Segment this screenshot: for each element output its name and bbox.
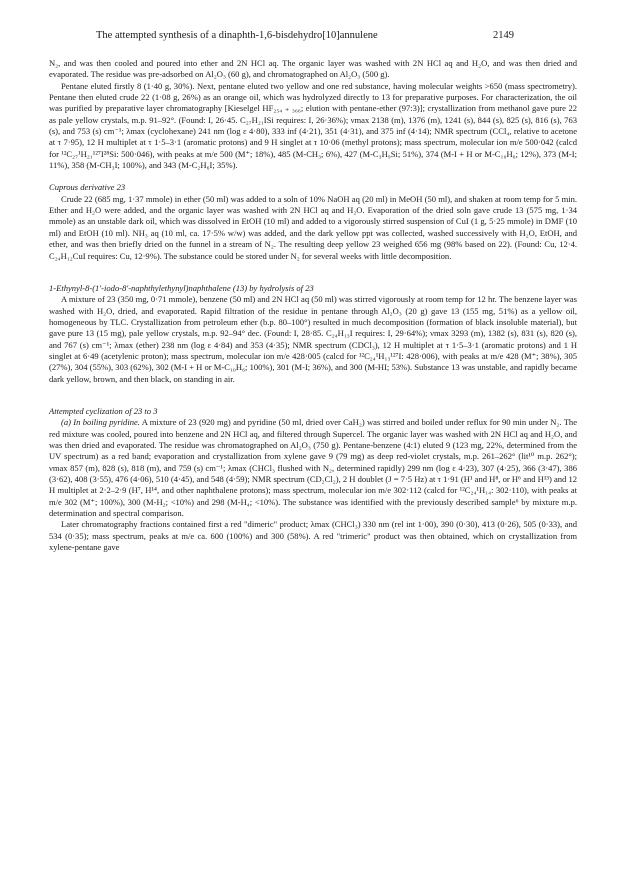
paragraph-boiling-pyridine — [49, 417, 577, 519]
subheading-boiling-pyridine: (a) In boiling pyridine. — [61, 417, 140, 428]
paragraph-cuprous-derivative: Crude 22 (685 mg, 1·37 mmole) in ether (50 ml) was added to a soln of 10% NaOH aq (20 ml) in MeOH (50 ml), and shaken at room temp for 5 min. Ether and H₂O were added, and the organic layer was washed with 2N HCl aq and H₂O. Evaporation of the dried soln gave crude 13 (575 mg, 1·34 mmole) as an unstable dark oil, which was dissolved in EtOH (10 ml) and added to a vigorously stirred suspension of CuI (1 g, 5·25 mmole) in DMF (10 ml) and EtOH (10 ml). NH₃ aq (10 ml, ca. 17·5% w/w) was added, and the dark yellow ppt was collected, washed successively with H₂O, EtOH, and ether, and was then briefly dried on the funnel in a stream of N₂. The resulting deep yellow 23 weighed 656 mg (98% based on 22). (Found: Cu, 12·4. C₂₄H₁₂CuI requires: Cu, 12·9%). The substance could be stored under N₂ for several weeks with little decomposition. — [49, 193, 577, 261]
section-heading-cuprous-derivative: Cuprous derivative 23 — [49, 182, 126, 193]
paragraph-pentane-elution: Pentane eluted firstly 8 (1·40 g, 30%). Next, pentane eluted two yellow and one red substance, having molecular weights >650 (mass spectrometry). Pentane then eluted crude 22 (1·08 g, 26%) as an orange oil, which was hydrolyzed directly to 13 for preparative purposes. For characterization, the oil was purified by preparative layer chromatography [Kieselgel HF₂₅₄ ₊ ₃₆₆; elution with pentane-ether (97:3)]; crystallization from methanol gave pure 22 as pale yellow crystals, m.p. 91–92°. (Found: I, 26·45. C₂₇H₂₁ISi requires: I, 26·36%); νmax 2138 (m), 1376 (m), 1241 (s), 844 (s), 825 (s), 816 (s), 763 (s), and 753 (s) cm⁻¹; λmax (cyclohexane) 241 nm (log ε 4·80), 333 inf (4·21), 351 (4·31), and 375 inf (4·14); NMR spectrum (CCl₄, relative to acetone at τ 7·95), 12 H multiplet at τ 1·5–3·1 (aromatic protons) and 9 H singlet at τ 10·06 (methyl protons); mass spectrum, molecular ion m/e 500·042 (calcd for ¹²C₂₇¹H₂₁¹²⁷I²⁸Si: 500·046), with peaks at m/e 500 (M⁺; 18%), 485 (M-CH₃; 6%), 427 (M-C₃H₉Si; 51%), 374 (M-I + H or M-C₁₀H₆; 12%), 373 (M-I; 11%), 358 (M-CH₃I; 100%), and 343 (M-C₂H₆I; 35%). — [49, 80, 577, 171]
section-heading-ethynyl-hydrolysis: 1-Ethynyl-8-(1′-iodo-8′-naphthylethynyl)naphthalene (13) by hydrolysis of 23 — [49, 282, 314, 293]
body-text — [49, 58, 577, 553]
paragraph-boiling-pyridine-text: A mixture of 23 (920 mg) and pyridine (50 ml, dried over CaH₂) was stirred and boiled under reflux for 90 min under N₂. The red mixture was cooled, poured into benzene and 2N HCl aq, and filtered through Supercel. The organic layer was washed with 2N HCl aq and H₂O, and was then dried and evaporated. The residue was chromatographed on Al₂O₃ (750 g). Pentane-benzene (4:1) eluted 9 (123 mg, 22%, determined from the UV spectrum) as a red band; evaporation and crystallization from xylene gave 9 (79 mg) as deep red-violet crystals, m.p. 261–262° (lit¹⁰ m.p. 262°); νmax 857 (m), 828 (s), 818 (m), and 759 (s) cm⁻¹; λmax (CHCl₃ flushed with N₂, determined rapidly) 299 nm (log ε 4·23), 307 (4·25), 366 (3·47), 386 (3·62), 408 (3·55), 476 (4·06), 510 (4·45), and 548 (4·59); NMR spectrum (CD₂Cl₂), 2 H doublet (J = 7·5 Hz) at τ 1·91 (H¹ and H⁸, or H⁶ and H¹³) and 12 H multiplet at 2·2–2·9 (H⁷, H¹⁴, and other naphthalene protons); mass spectrum, molecular ion m/e 302·112 (calcd for ¹²C₂₄¹H₁₄: 302·110), with peaks at m/e 302 (M⁺; 100%), 300 (M-H₂; <10%) and 298 (M-H₄; <10%). The substance was identified with the previously described sample⁶ by mixture m.p. determination and spectral comparison. — [49, 417, 577, 519]
running-head-title: The attempted synthesis of a dinaphth-1,6-bisdehydro[10]annulene — [96, 30, 378, 41]
paragraph-hydrolysis: A mixture of 23 (350 mg, 0·71 mmole), benzene (50 ml) and 2N HCl aq (50 ml) was stirred vigorously at room temp for 12 hr. The benzene layer was washed with H₂O, dried, and evaporated. Rapid filtration of the residue in pentane through Al₂O₃ (20 g) gave 13 (155 mg, 51%) as a yellow oil, homogeneous by TLC. Crystallization from petroleum ether (b.p. 80–100°) resulted in much decomposition (formation of black insoluble material), but gave pure 13 (15 mg), pale yellow crystals, m.p. 92–94° dec. (Found: I, 28·85. C₂₄H₁₃I requires: I, 29·64%); νmax 3293 (m), 1382 (s), 831 (s), 820 (s), and 767 (s) cm⁻¹; λmax (ether) 238 nm (log ε 4·84) and 353 (4·35); NMR spectrum (CDCl₃), 12 H multiplet at τ 1·5–3·1 (aromatic protons) and 1 H singlet at 6·49 (acetylenic proton); mass spectrum, molecular ion m/e 428·005 (calcd for ¹²C₂₄¹H₁₃¹²⁷I: 428·006), with peaks at m/e 428 (M⁺; 38%), 305 (27%), 304 (55%), 303 (62%), 302 (M-I + H or M-C₁₀H₆; 100%), 301 (M-I; 36%), and 300 (M-HI; 53%). Substance 13 was unstable, and rapidly became dark yellow, brown, and then black, on standing in air. — [49, 294, 577, 384]
section-heading-attempted-cyclization: Attempted cyclization of 23 to 3 — [49, 405, 158, 416]
paragraph-chromatography-workup: N₂, and was then cooled and poured into ether and 2N HCl aq. The organic layer was washed with 2N HCl aq and H₂O, and was then dried and evaporated. The residue was pre-adsorbed on Al₂O₃ (60 g), and chromatographed on Al₂O₃ (500 g). — [49, 58, 577, 80]
paragraph-later-fractions: Later chromatography fractions contained first a red "dimeric" product; λmax (CHCl₃) 330 nm (rel int 1·00), 390 (0·30), 413 (0·26), 505 (0·33), and 534 (0·35); mass spectrum, peaks at m/e ca. 600 (100%) and 300 (58%). A red "trimeric" product was then obtained, which on crystallization from xylene-pentane gave — [49, 519, 577, 553]
page-number: 2149 — [493, 30, 514, 41]
